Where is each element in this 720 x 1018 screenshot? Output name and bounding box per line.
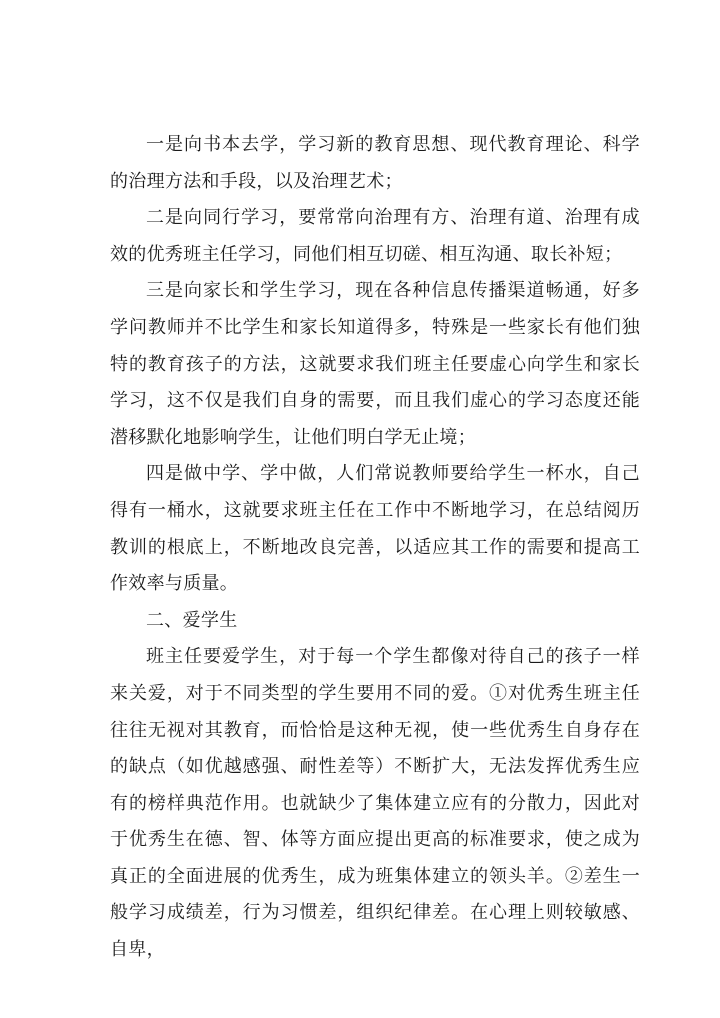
document-body bbox=[110, 127, 640, 969]
paragraph-learn-from-books: 一是向书本去学，学习新的教育思想、现代教育理论、科学的治理方法和手段，以及治理艺术； bbox=[110, 134, 640, 192]
paragraph-learn-from-peers: 二是向同行学习，要常常向治理有方、治理有道、治理有成效的优秀班主任学习，同他们相互切磋、相互沟通、取长补短； bbox=[110, 207, 640, 265]
paragraph-love-students: 班主任要爱学生，对于每一个学生都像对待自己的孩子一样来关爱，对于不同类型的学生要用不同的爱。①对优秀生班主任往往无视对其教育，而恰恰是这种无视，使一些优秀生自身存在的缺点（如优越感强、耐性差等）不断扩大，无法发挥优秀生应有的榜样典范作用。也就缺少了集体建立应有的分散力，因此对于优秀生在德、智、体等方面应提出更高的标准要求，使之成为真正的全面进展的优秀生，成为班集体建立的领头羊。②差生一般学习成绩差，行为习惯差，组织纪律差。在心理上则较敏感、自卑， bbox=[110, 646, 640, 961]
paragraph-learn-from-parents-students: 三是向家长和学生学习，现在各种信息传播渠道畅通，好多学问教师并不比学生和家长知道得多，特殊是一些家长有他们独特的教育孩子的方法，这就要求我们班主任要虚心向学生和家长学习，这不仅是我们自身的需要，而且我们虚心的学习态度还能潜移默化地影响学生，让他们明白学无止境； bbox=[110, 280, 640, 448]
paragraph-learn-by-doing: 四是做中学、学中做，人们常说教师要给学生一杯水，自己得有一桶水，这就要求班主任在工作中不断地学习，在总结阅历教训的根底上，不断地改良完善，以适应其工作的需要和提高工作效率与质量。 bbox=[110, 463, 640, 595]
section-heading-love-students: 二、爱学生 bbox=[146, 609, 238, 631]
